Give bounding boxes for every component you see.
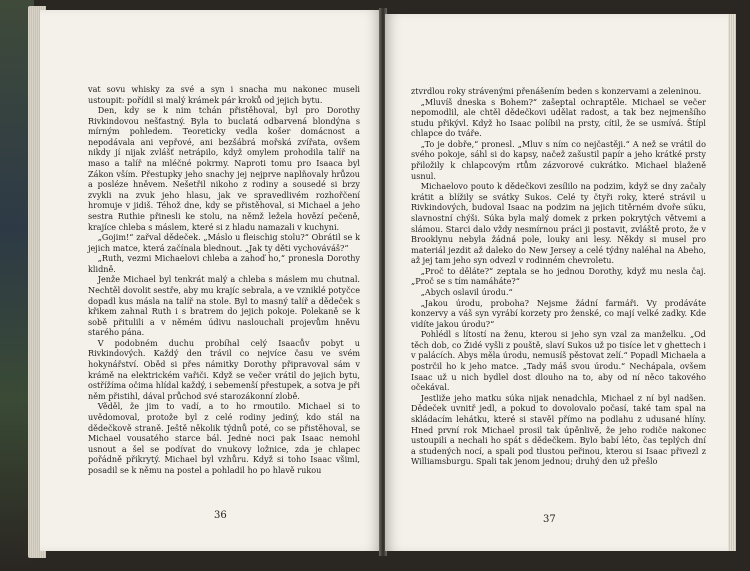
paragraph: „Abych oslavil úrodu.“ [420, 286, 513, 297]
paragraph: Den, kdy se k nim tchán přistěhoval, byl pro Dorothy Rivkindovou nešťastný. Byla to buclatá odbarvená blondýna s mírným pohledem. Teoreticky vedla košer domácnost a nepodávala ani vepřové, ani bezšábrá mořská zvířata, ovšem nikdy jí nijak zvlášť netrápilo, když omylem prohodila talíř na maso a talíř na mléčné pokrmy. Naproti tomu pro Isaaca byl Zákon vším. Přestupky jeho snachy jej nejprve naplňovaly hrůzou a posléze hněvem. Nešetřil nikoho z rodiny a sousedé si brzy zvykli na zvuk jeho hlasu, jak ve spravedlivém rozhořčení hromuje v jidiš. Téhož dne, kdy se přistěhoval, si Michael a jeho sestra Ruthie přinesli ke stolu, na němž ležela hovězí pečeně, krajíce chleba s máslem, které si z hladu namazali v kuchyni. [88, 105, 360, 232]
right-page-body [411, 86, 706, 467]
paragraph: „Mluvíš dneska s Bohem?“ zašeptal ochraptěle. Michael se večer nepomodlil, ale chtěl dědečkovi udělat radost, a tak bez nejmenšího studu přikývl. Když ho Isaac políbil na prsty, cítil, že se usmívá. Štípl chlapce do tváře. [411, 96, 706, 139]
paragraph: vat sovu whisky za své a syn i snacha mu nakonec museli ustoupit: pořídil si malý krámek pár kroků od jejich bytu. [88, 84, 360, 105]
paragraph: Jenže Michael byl tenkrát malý a chleba s máslem mu chutnal. Nechtěl dovolit sestře, aby mu krajíc sebrala, a ve vzniklé potyčce dopadl kus másla na talíř na stole. Byl to masný talíř a dědeček s křikem zahnal Ruth i s bratrem do jejich pokoje. Polekaně se k sobě přitulili a v němém údivu naslouchali projevům hněvu starého pána. [88, 274, 360, 338]
paragraph: Věděl, že jim to vadí, a to ho rmoutilo. Michael si to uvědomoval, protože byl z celé rodiny jediný, kdo stál na dědečkově straně. Ještě několik týdnů poté, co se přistěhoval, se Michael vousatého starce bál. Jednė noci pak Isaac nemohl usnout a šel se podívat do vnukovy ložnice, zda je chlapec pořádně přikrytý. Michael byl vzhůru. Když si toho Isaac všiml, posadil se k němu na postel a pohladil ho po hlavě rukou [88, 401, 360, 475]
paragraph: Michaelovo pouto k dědečkovi zesílilo na podzim, když se dny začaly krátit a blížily se svátky Sukos. Celé ty čtyři roky, které strávil u Rivkindových, budoval Isaac na podzim na jejich titěrném dvoře súku, slavnostní chýši. Súka byla malý domek z prken pokrytých větvemi a slámou. Starci dalo vždy nesmírnou práci ji postavit, zvláště proto, že v Brooklynu nebyla žádná pole, louky ani lesy. Někdy si musel pro materiál jezdit až daleko do New Jersey a celé týdny naléhal na Abeho, až jej tam jeho syn odvezl v rodinném chevroletu. [411, 181, 706, 266]
paragraph: Jestliže jeho matku súka nijak nenadchla, Michael z ní byl nadšen. Dědeček uvnitř jedl, a pokud to dovolovalo počasí, také tam spal na skládacím lehátku, které si stavěl přímo na podlahu z udusané hlíny. Hned první rok Michael prosil tak úpěnlivě, že jeho rodiče nakonec ustoupili a nechali ho spát s dědečkem. Bylo babí léto, čas teplých dní a studených nocí, a spali pod tlustou peřinou, kterou si Isaac přivezl z Williamsburgu. Spali tak jenom jednou; druhý den už přešlo [411, 392, 706, 467]
page-block-edge-right [728, 14, 736, 551]
right-page-number: 37 [543, 514, 556, 525]
paragraph: ztvrdlou roky strávenými přenášením beden s konzervami a zeleninou. [411, 86, 702, 96]
paragraph: „Ruth, vezmi Michaelovi chleba a zahoď ho,“ pronesla Dorothy klidně. [88, 253, 360, 274]
left-page-number: 36 [214, 510, 227, 521]
paragraph: Pohlédl s lítostí na ženu, kterou si jeho syn vzal za manželku. „Od těch dob, co Židé vyšli z pouště, slaví Sukos už po tisíce let v ghettech i v palácích. Abys měla úrodu, nemusíš pěstovat zelí.“ Popadl Michaela a postrčil ho k jeho matce. „Tady máš svou úrodu.“ Nechápala, ovšem Isaac už u nich bydlel dost dlouho na to, aby od ní něco takového očekával. [411, 329, 706, 393]
left-page-body [88, 84, 360, 475]
paragraph: „Gojim!“ zařval dědeček. „Máslo u fleischig stolu?“ Obrátil se k jejich matce, která začínala blednout. „Jak ty děti vychováváš?“ [88, 232, 360, 253]
right-page [385, 14, 728, 551]
paragraph: „Jakou úrodu, proboha? Nejsme žádní farmáři. Vy prodáváte konzervy a váš syn vyrábí korzety pro ženské, co mají velké zadky. Kde vidíte jakou úrodu?“ [411, 297, 706, 329]
paragraph: „To je dobře,“ pronesl. „Mluv s ním co nejčastěji.“ A než se vrátil do svého pokoje, sáhl si do kapsy, načež zašustil papír a jeho krátké prsty přiložily k chlapcovým rtům zázvorové cukrátko. Michael blaženě usnul. [411, 138, 706, 181]
paragraph: „Proč to děláte?“ zeptala se ho jednou Dorothy, když mu nesla čaj. „Proč se s tím namáháte?“ [411, 265, 706, 287]
paragraph: V podobném duchu probíhal celý Isaacův pobyt u Rivkindových. Každý den trávil co nejvíce času ve svém hokynářství. Oběd si přes námitky Dorothy připravoval sám v krámě na elektrickém vařiči. Když se večer vrátil do jejich bytu, ostřížíma očima hlídal každý, i sebemenší přestupek, a sotva je při něm přistihl, dával průchod své starozákonní zlobě. [88, 337, 360, 401]
left-page [40, 10, 381, 551]
